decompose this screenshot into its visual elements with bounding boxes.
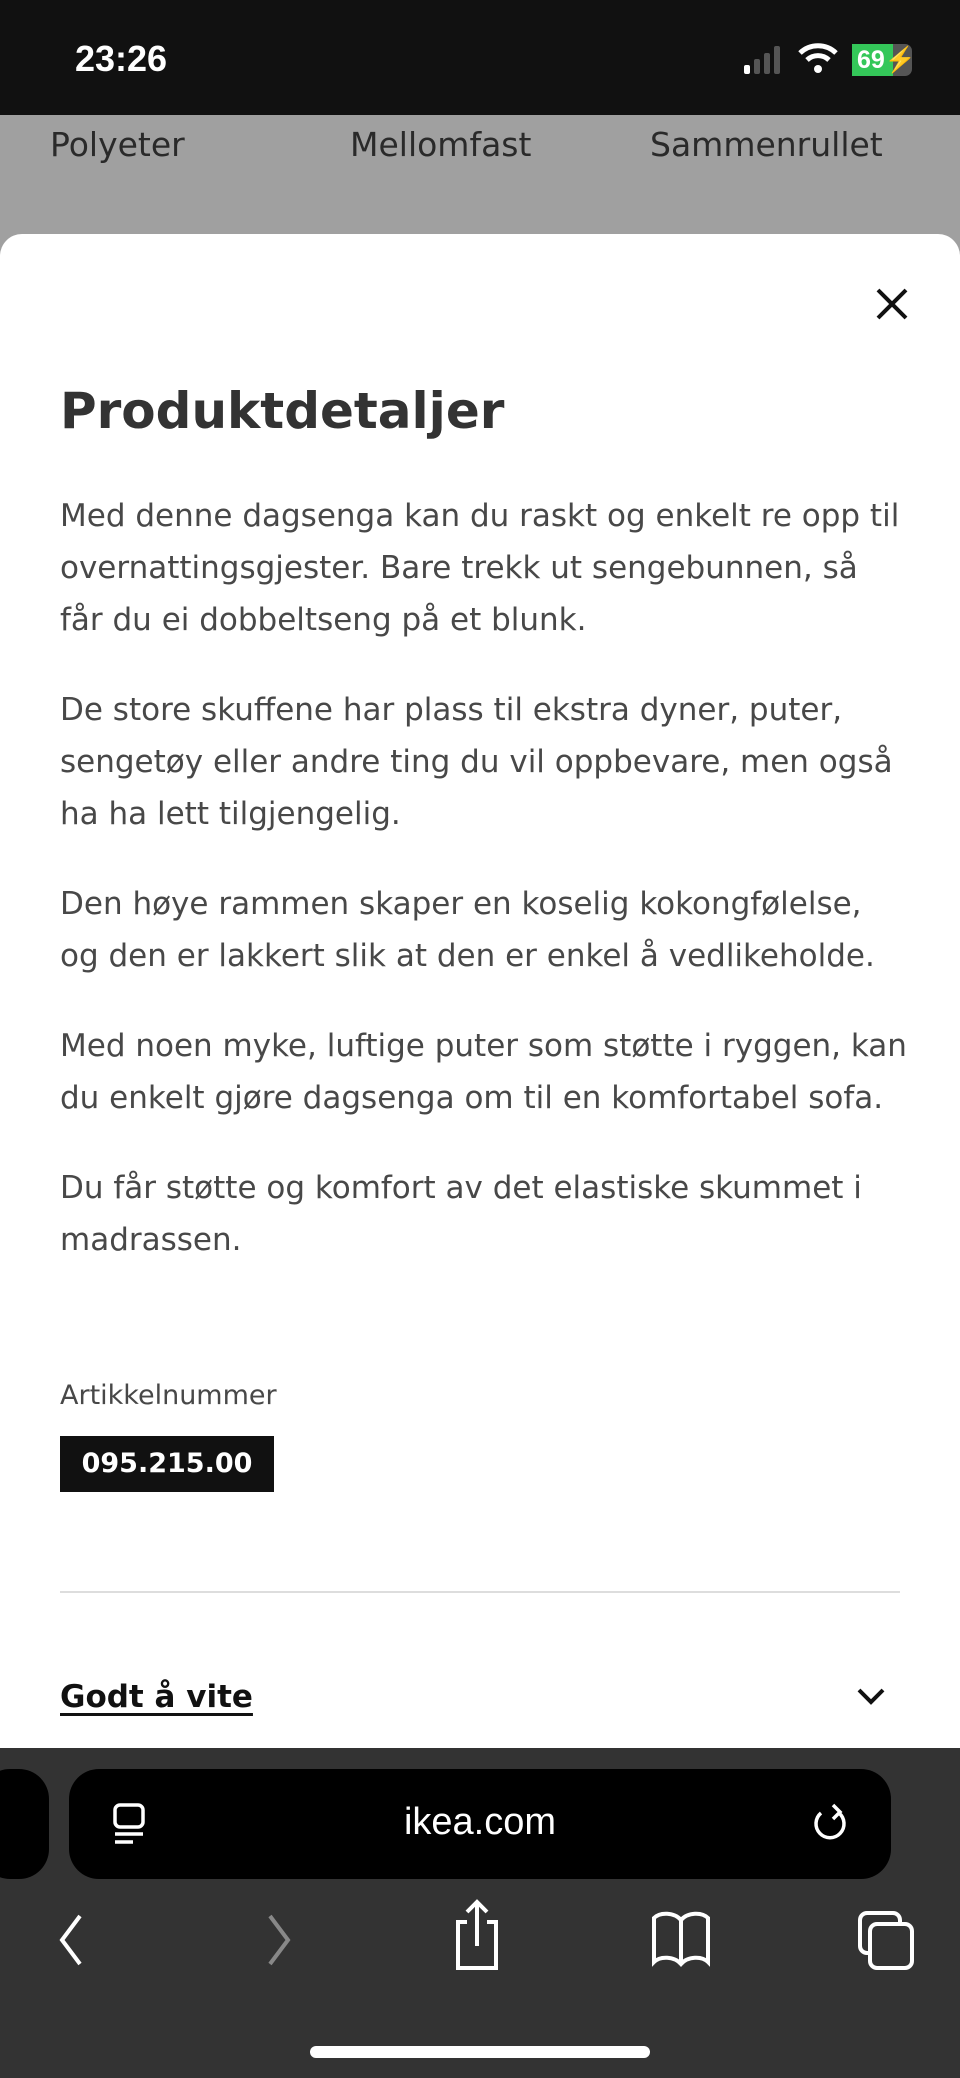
status-bar [0, 0, 960, 115]
close-icon[interactable] [870, 282, 914, 326]
tabs-icon[interactable] [856, 1910, 916, 1970]
back-icon[interactable] [54, 1910, 88, 1970]
description-paragraph: Den høye rammen skaper en koselig kokongfølelse, og den er lakkert slik at den er enkel å vedlikeholde. [60, 886, 875, 974]
attribute-material: Polyeter [50, 125, 185, 164]
description-paragraph: Du får støtte og komfort av det elastiske skummet i madrassen. [60, 1170, 862, 1258]
chevron-down-icon[interactable] [855, 1684, 887, 1708]
url-text[interactable]: ikea.com [403, 1801, 557, 1843]
attribute-firmness: Mellomfast [350, 125, 532, 164]
reload-icon[interactable] [809, 1799, 853, 1849]
divider [60, 1591, 900, 1593]
bookmarks-icon[interactable] [650, 1910, 712, 1966]
sheet-title: Produktdetaljer [60, 382, 505, 440]
cellular-signal-icon [744, 46, 780, 74]
description-paragraph: Med denne dagsenga kan du raskt og enkelt re opp til overnattingsgjester. Bare trekk ut sengebunnen, så får du ei dobbeltseng på et blunk. [60, 498, 900, 638]
status-time: 23:26 [75, 38, 168, 79]
forward-icon[interactable] [262, 1910, 296, 1970]
share-icon[interactable] [452, 1898, 502, 1970]
home-indicator [310, 2046, 650, 2058]
previous-tab-pill[interactable] [0, 1769, 49, 1879]
article-number-label: Artikkelnummer [60, 1380, 277, 1411]
product-details-sheet [0, 234, 960, 1748]
address-bar[interactable] [69, 1769, 891, 1879]
description-paragraph: Med noen myke, luftige puter som støtte i ryggen, kan du enkelt gjøre dagsenga om til en komfortabel sofa. [60, 1028, 907, 1116]
product-description [60, 490, 910, 1304]
article-number-badge: 095.215.00 [60, 1436, 274, 1492]
good-to-know-accordion[interactable]: Godt å vite [60, 1679, 253, 1715]
battery-level: 69 [857, 46, 885, 74]
battery-icon: 69⚡ [852, 44, 912, 76]
description-paragraph: De store skuffene har plass til ekstra dyner, puter, sengetøy eller andre ting du vil oppbevare, men også ha ha lett tilgjengelig. [60, 692, 893, 832]
attribute-packaging: Sammenrullet [650, 125, 883, 164]
wifi-icon [798, 42, 838, 74]
